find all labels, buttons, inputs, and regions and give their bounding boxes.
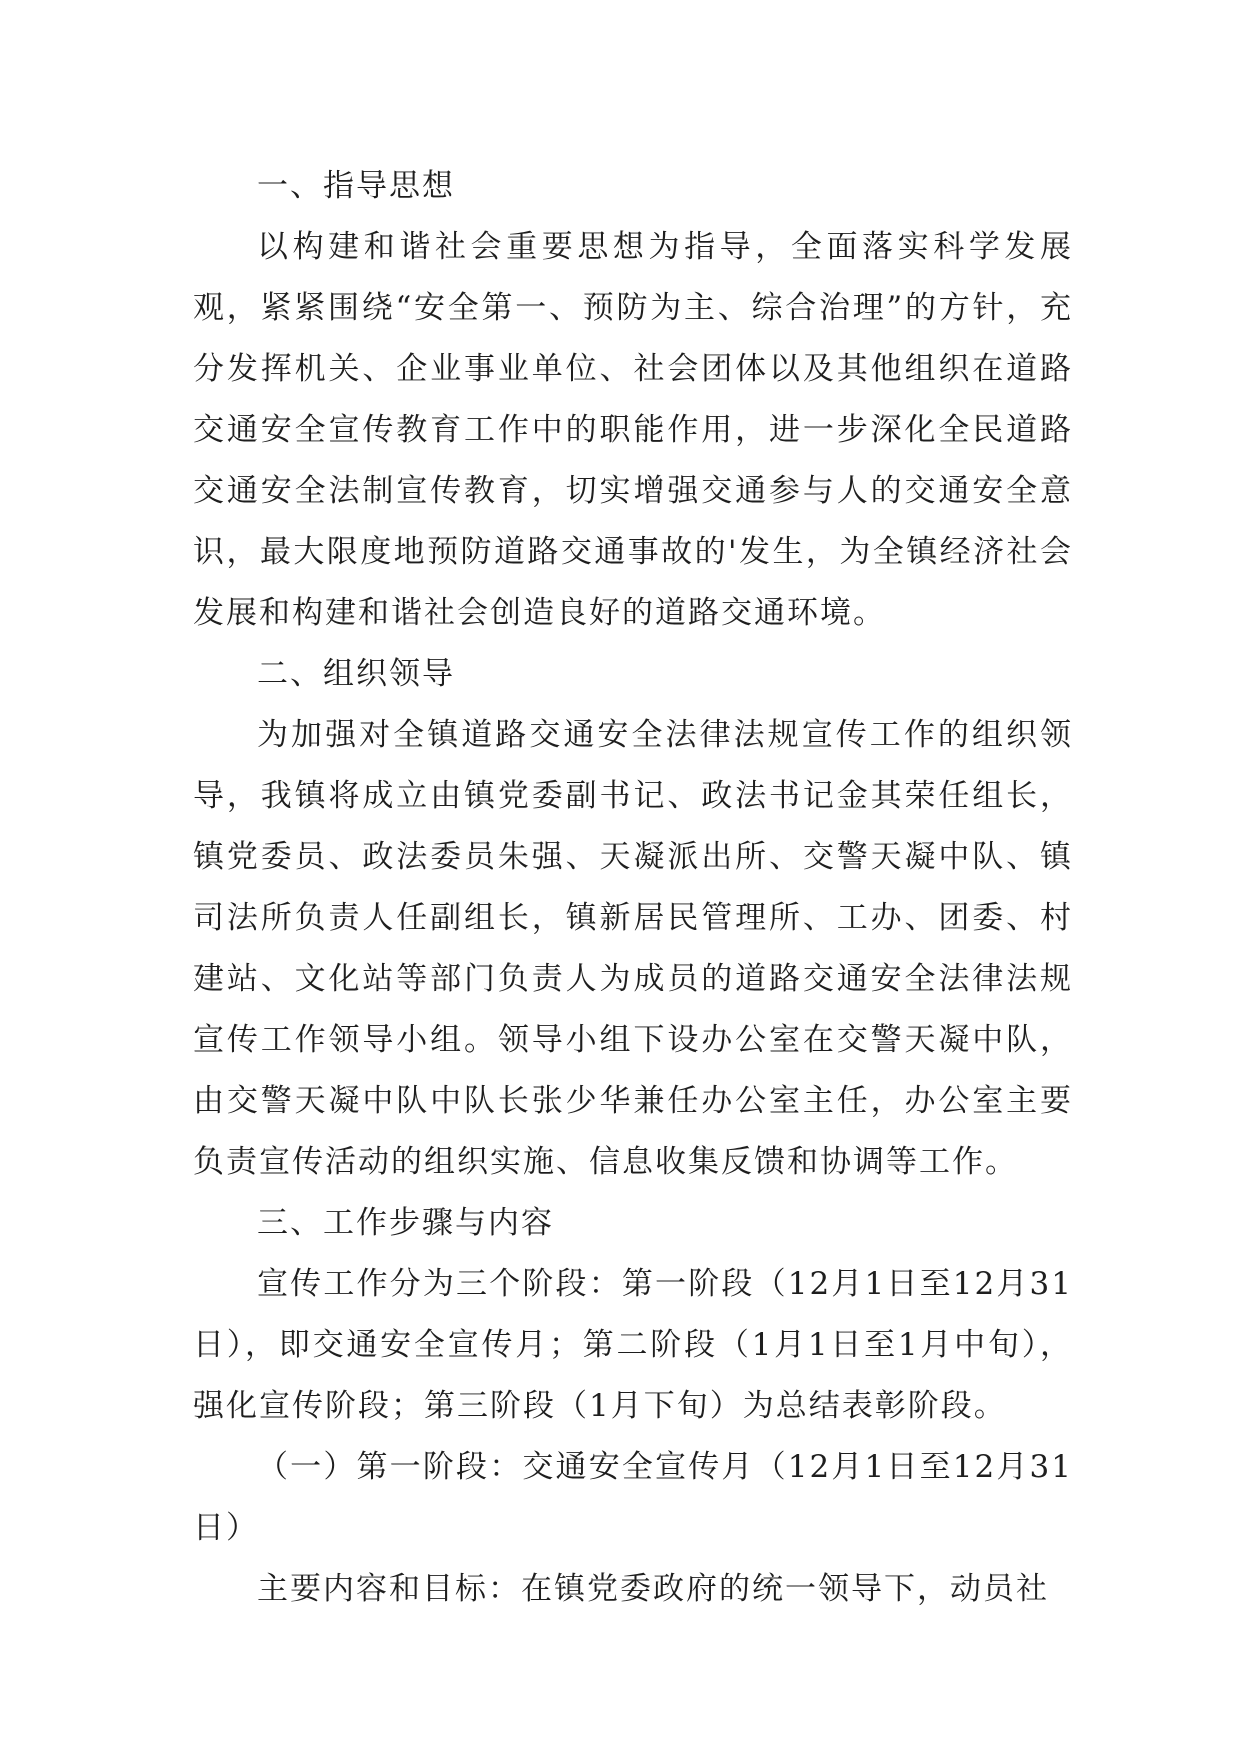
paragraph-work-stages: 宣传工作分为三个阶段：第一阶段（12月1日至12月31日），即交通安全宣传月；第二阶段（1月1日至1月中旬），强化宣传阶段；第三阶段（1月下旬）为总结表彰阶段。 xyxy=(193,1266,1073,1424)
section-heading-organization: 二、组织领导 xyxy=(257,656,455,692)
section-heading-guiding-ideology: 一、指导思想 xyxy=(257,168,455,204)
subsection-heading-stage-one: （一）第一阶段：交通安全宣传月（12月1日至12月31日） xyxy=(193,1449,1073,1546)
document-body xyxy=(193,156,1073,1620)
paragraph-organization: 为加强对全镇道路交通安全法律法规宣传工作的组织领导，我镇将成立由镇党委副书记、政法书记金其荣任组长，镇党委员、政法委员朱强、天凝派出所、交警天凝中队、镇司法所负责人任副组长，镇新居民管理所、工办、团委、村建站、文化站等部门负责人为成员的道路交通安全法律法规宣传工作领导小组。领导小组下设办公室在交警天凝中队，由交警天凝中队中队长张少华兼任办公室主任，办公室主要负责宣传活动的组织实施、信息收集反馈和协调等工作。 xyxy=(193,717,1073,1180)
paragraph-stage-one-content: 主要内容和目标：在镇党委政府的统一领导下，动员社 xyxy=(257,1571,1049,1607)
paragraph-guiding-ideology: 以构建和谐社会重要思想为指导，全面落实科学发展观，紧紧围绕“安全第一、预防为主、综合治理”的方针，充分发挥机关、企业事业单位、社会团体以及其他组织在道路交通安全宣传教育工作中的职能作用，进一步深化全民道路交通安全法制宣传教育，切实增强交通参与人的交通安全意识，最大限度地预防道路交通事故的'发生，为全镇经济社会发展和构建和谐社会创造良好的道路交通环境。 xyxy=(193,229,1073,631)
section-heading-work-steps: 三、工作步骤与内容 xyxy=(257,1205,554,1241)
